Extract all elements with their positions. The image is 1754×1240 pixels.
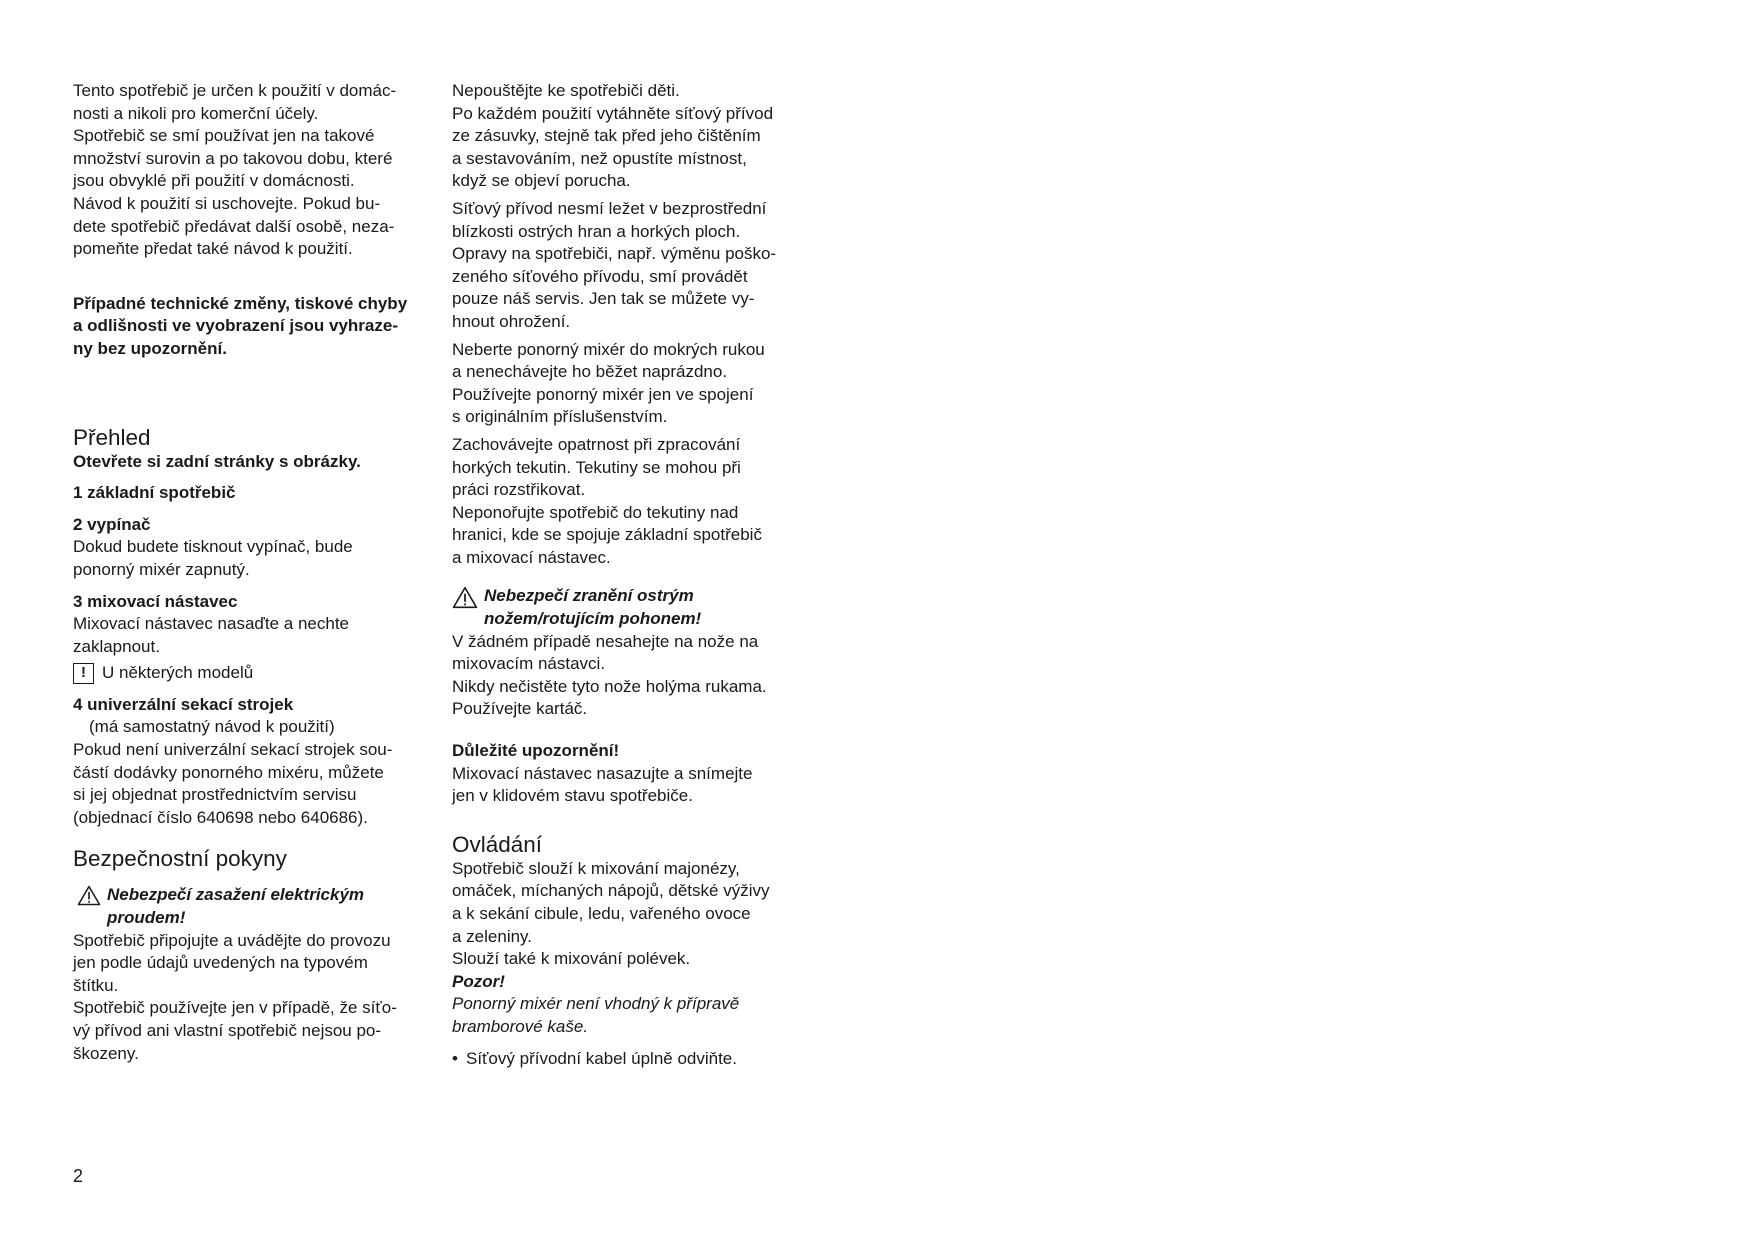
safety-paragraph-2: Síťový přívod nesmí ležet v bezprostřední blízkosti ostrých hran a horkých ploch. Opravy na spotřebiči, např. výměnu poško- zeného síťového přívodu, smí provádět pouze náš servis. Jen tak se můžete vy- hnout ohrožení. — [452, 198, 777, 331]
item-2-title: 2 vypínač — [73, 514, 151, 534]
safety-paragraph-3: Neberte ponorný mixér do mokrých rukou a nenechávejte ho běžet naprázdno. Používejte ponorný mixér jen ve spojení s originálním příslušenstvím. — [452, 339, 765, 427]
item-3-title: 3 mixovací nástavec — [73, 591, 238, 611]
bullet-icon: • — [452, 1048, 458, 1068]
safety-heading: Bezpečnostní pokyny — [73, 846, 287, 872]
caution-text: Ponorný mixér není vhodný k přípravě bramborové kaše. — [452, 994, 740, 1036]
item-4-text: Pokud není univerzální sekací strojek sou- částí dodávky ponorného mixéru, můžete si jej objednat prostřednictvím servisu (objednací číslo 640698 nebo 640686). — [73, 740, 393, 827]
warning-triangle-icon — [77, 885, 101, 906]
note-icon: ! — [73, 663, 94, 684]
safety-paragraph-1: Nepouštějte ke spotřebiči děti. Po každém použití vytáhněte síťový přívod ze zásuvky, stejně tak před jeho čištěním a sestavováním, než opustíte místnost, když se objeví porucha. — [452, 81, 774, 191]
item-4-title: 4 univerzální sekací strojek — [73, 694, 294, 714]
overview-subtitle: Otevřete si zadní stránky s obrázky. — [73, 451, 361, 471]
left-column — [73, 80, 433, 1065]
overview-heading: Přehled — [73, 424, 151, 450]
controls-heading: Ovládání — [452, 831, 543, 857]
item-1-title: 1 základní spotřebič — [73, 483, 236, 503]
item-4-subtitle: (má samostatný návod k použití) — [89, 717, 335, 737]
right-column — [452, 80, 822, 1070]
model-note — [73, 662, 433, 685]
caution-title: Pozor! — [452, 971, 505, 991]
bullet-item: • Síťový přívodní kabel úplně odviňte. — [452, 1048, 822, 1071]
item-3-text: Mixovací nástavec nasaďte a nechte zaklapnout. — [73, 614, 349, 656]
model-note-text: U některých modelů — [102, 663, 254, 683]
safety-paragraph-4: Zachovávejte opatrnost při zpracování horkých tekutin. Tekutiny se mohou při práci rozstřikovat. Neponořujte spotřebič do tekutiny nad hranici, kde se spojuje základní spotřebič a mixovací nástavec. — [452, 434, 762, 567]
page-number: 2 — [73, 1166, 84, 1186]
electric-warning: Nebezpečí zasažení elektrickým proudem! — [73, 884, 433, 929]
blade-warning: Nebezpečí zranění ostrým nožem/rotujícím pohonem! — [452, 585, 822, 630]
warning-triangle-icon — [452, 586, 478, 609]
controls-text: Spotřebič slouží k mixování majonézy, omáček, míchaných nápojů, dětské výživy a k sekání cibule, ledu, vařeného ovoce a zeleniny. Slouží také k mixování polévek. — [452, 858, 770, 969]
item-2-text: Dokud budete tisknout vypínač, bude ponorný mixér zapnutý. — [73, 537, 353, 579]
safety-text: Spotřebič připojujte a uvádějte do provozu jen podle údajů uvedených na typovém štítku. Spotřebič používejte jen v případě, že síťo- vý přívod ani vlastní spotřebič nejsou po- škozeny. — [73, 930, 397, 1063]
intro-paragraph: Tento spotřebič je určen k použití v domác- nosti a nikoli pro komerční účely. Spotřebič se smí používat jen na takové množství surovin a po takovou dobu, které jsou obvyklé při použití v domácnosti. Návod k použití si uschovejte. Pokud bu- dete spotřebič předávat další osobě, neza- pomeňte předat také návod k použití. — [73, 81, 397, 259]
change-notice: Případné technické změny, tiskové chyby a odlišnosti ve vyobrazení jsou vyhraze- ny bez upozornění. — [73, 293, 408, 358]
important-text: Mixovací nástavec nasazujte a snímejte jen v klidovém stavu spotřebiče. — [452, 763, 753, 806]
important-title: Důležité upozornění! — [452, 741, 620, 761]
blade-warning-text: V žádném případě nesahejte na nože na mixovacím nástavci. Nikdy nečistěte tyto nože holýma rukama. Používejte kartáč. — [452, 631, 767, 719]
